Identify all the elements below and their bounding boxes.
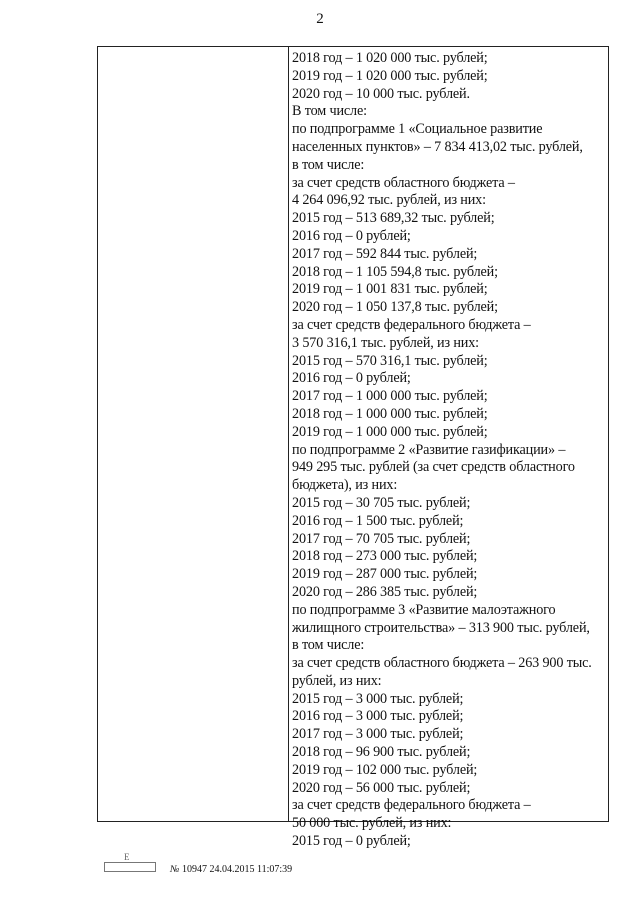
text-line: за счет средств областного бюджета –	[292, 174, 515, 191]
text-line: рублей, из них:	[292, 672, 382, 689]
registration-number-date: 10947 24.04.2015 11:07:39	[181, 864, 293, 875]
page-number: 2	[316, 11, 324, 27]
text-line: по подпрограмме 1 «Социальное развитие	[292, 121, 543, 138]
text-line: 2016 год – 0 рублей;	[292, 227, 411, 244]
text-line: по подпрограмме 2 «Развитие газификации» –	[292, 441, 566, 458]
text-line: 2019 год – 1 000 000 тыс. рублей;	[292, 423, 488, 440]
text-line: в том числе:	[292, 637, 365, 654]
text-line: жилищного строительства» – 313 900 тыс. рублей,	[292, 619, 590, 636]
text-line: 2018 год – 1 000 000 тыс. рублей;	[292, 405, 488, 422]
text-line: 2015 год – 570 316,1 тыс. рублей;	[292, 352, 488, 369]
text-line: бюджета), из них:	[292, 477, 398, 494]
text-line: 2016 год – 0 рублей;	[292, 370, 411, 387]
text-line: 2018 год – 1 105 594,8 тыс. рублей;	[292, 263, 498, 280]
text-line: 2017 год – 592 844 тыс. рублей;	[292, 245, 478, 262]
footer	[100, 852, 400, 882]
number-sign: №	[170, 864, 180, 875]
text-line: 949 295 тыс. рублей (за счет средств областного	[292, 459, 575, 476]
text-line: 2016 год – 3 000 тыс. рублей;	[292, 708, 464, 725]
text-line: в том числе:	[292, 156, 365, 173]
text-line: 2019 год – 287 000 тыс. рублей;	[292, 566, 478, 583]
text-line: 2018 год – 96 900 тыс. рублей;	[292, 744, 471, 761]
text-line: 2019 год – 1 001 831 тыс. рублей;	[292, 281, 488, 298]
text-line: 50 000 тыс. рублей, из них:	[292, 815, 452, 832]
table-right-cell	[289, 47, 608, 850]
text-line: 2020 год – 286 385 тыс. рублей;	[292, 583, 478, 600]
text-line: 2015 год – 30 705 тыс. рублей;	[292, 494, 471, 511]
text-line: 2015 год – 513 689,32 тыс. рублей;	[292, 210, 495, 227]
text-line: 2016 год – 1 500 тыс. рублей;	[292, 512, 464, 529]
text-line: 2018 год – 1 020 000 тыс. рублей;	[292, 50, 488, 66]
text-line: 2015 год – 3 000 тыс. рублей;	[292, 690, 464, 707]
text-line: 2017 год – 3 000 тыс. рублей;	[292, 726, 464, 743]
text-line: В том числе:	[292, 103, 367, 120]
text-line: 4 264 096,92 тыс. рублей, из них:	[292, 192, 486, 209]
document-table	[97, 46, 609, 850]
text-line: 2015 год – 0 рублей;	[292, 833, 411, 850]
text-line: 2020 год – 56 000 тыс. рублей;	[292, 779, 471, 796]
text-line: 2017 год – 70 705 тыс. рублей;	[292, 530, 471, 547]
text-line: за счет средств федерального бюджета –	[292, 797, 531, 814]
text-line: 2019 год – 102 000 тыс. рублей;	[292, 761, 478, 778]
registry-stamp-icon: Е	[100, 852, 160, 880]
text-line: 2019 год – 1 020 000 тыс. рублей;	[292, 67, 488, 84]
text-line: по подпрограмме 3 «Развитие малоэтажного	[292, 601, 556, 618]
table-left-cell	[98, 47, 289, 821]
text-line: 2018 год – 273 000 тыс. рублей;	[292, 548, 478, 565]
registration-line	[170, 864, 292, 875]
text-line: населенных пунктов» – 7 834 413,02 тыс. рублей,	[292, 138, 583, 155]
text-line: за счет средств областного бюджета – 263 900 тыс.	[292, 655, 592, 672]
text-line: 2020 год – 1 050 137,8 тыс. рублей;	[292, 299, 498, 316]
text-line: 2017 год – 1 000 000 тыс. рублей;	[292, 388, 488, 405]
text-line: за счет средств федерального бюджета –	[292, 316, 531, 333]
text-line: 3 570 316,1 тыс. рублей, из них:	[292, 334, 479, 351]
text-line: 2020 год – 10 000 тыс. рублей.	[292, 85, 470, 102]
